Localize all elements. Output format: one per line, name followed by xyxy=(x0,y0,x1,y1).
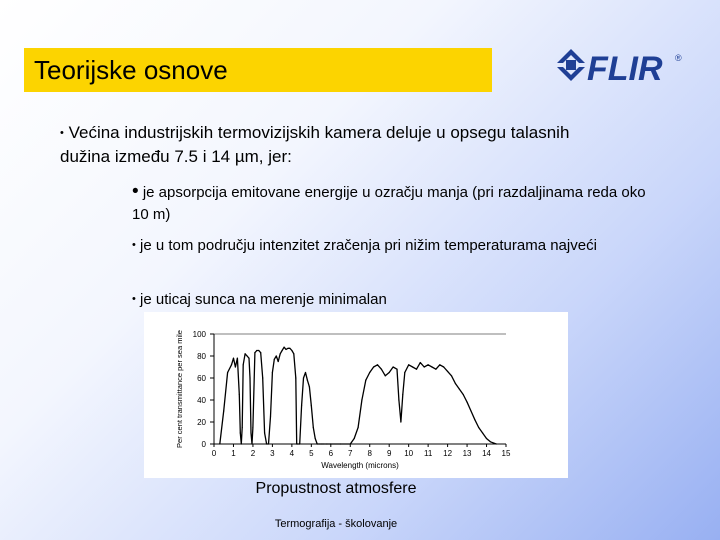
x-tick-label: 5 xyxy=(309,449,314,458)
flir-logo xyxy=(555,47,685,89)
logo-registered-mark: ® xyxy=(675,53,682,63)
bullet-dot: • xyxy=(132,293,136,305)
x-tick-label: 0 xyxy=(211,449,217,458)
transmittance-point xyxy=(278,361,279,362)
sub-bullet-1 xyxy=(132,181,652,226)
transmittance-point xyxy=(260,352,261,353)
transmittance-point xyxy=(478,427,479,428)
transmittance-point xyxy=(219,443,220,444)
transmittance-point xyxy=(326,443,327,444)
transmittance-point xyxy=(282,350,283,351)
y-tick-label: 60 xyxy=(197,374,206,383)
x-tick-label: 13 xyxy=(462,449,472,458)
transmittance-point xyxy=(242,427,243,428)
transmittance-point xyxy=(285,349,286,350)
flir-diamond-icon xyxy=(557,49,585,81)
transmittance-point xyxy=(284,347,285,348)
y-axis-label: Per cent transmittance per sea mile xyxy=(175,330,184,448)
x-tick-label: 10 xyxy=(404,449,414,458)
transmittance-point xyxy=(248,358,249,359)
transmittance-point xyxy=(309,386,310,387)
transmittance-point xyxy=(247,355,248,356)
transmittance-point xyxy=(381,369,382,370)
transmittance-point xyxy=(490,441,491,442)
transmittance-point xyxy=(240,432,241,433)
transmittance-chart xyxy=(144,312,568,478)
x-tick-label: 1 xyxy=(231,449,236,458)
bullet-dot: • xyxy=(60,127,64,139)
transmittance-point xyxy=(291,350,292,351)
transmittance-point xyxy=(264,432,265,433)
transmittance-point xyxy=(389,372,390,373)
transmittance-point xyxy=(268,443,269,444)
transmittance-point xyxy=(404,372,405,373)
x-tick-label: 11 xyxy=(423,449,433,458)
bullet-dot: • xyxy=(132,181,139,202)
transmittance-point xyxy=(496,443,497,444)
transmittance-point xyxy=(377,364,378,365)
transmittance-point xyxy=(459,388,460,389)
slide-title: Teorijske osnove xyxy=(34,55,228,85)
transmittance-point xyxy=(293,353,294,354)
transmittance-point xyxy=(299,443,300,444)
transmittance-point xyxy=(307,380,308,381)
transmittance-point xyxy=(256,350,257,351)
transmittance-point xyxy=(412,366,413,367)
transmittance-point xyxy=(315,438,316,439)
transmittance-point xyxy=(402,394,403,395)
y-tick-label: 40 xyxy=(197,396,206,405)
transmittance-point xyxy=(262,377,263,378)
transmittance-point xyxy=(254,352,255,353)
transmittance-point xyxy=(451,375,452,376)
transmittance-point xyxy=(241,443,242,444)
x-tick-label: 7 xyxy=(348,449,353,458)
transmittance-point xyxy=(354,438,355,439)
transmittance-point xyxy=(311,405,312,406)
main-bullet xyxy=(60,121,620,169)
x-tick-label: 15 xyxy=(501,449,511,458)
transmittance-point xyxy=(280,353,281,354)
transmittance-point xyxy=(227,372,228,373)
x-tick-label: 4 xyxy=(289,449,295,458)
transmittance-point xyxy=(408,364,409,365)
transmittance-point xyxy=(297,443,298,444)
transmittance-point xyxy=(416,369,417,370)
transmittance-point xyxy=(305,372,306,373)
transmittance-point xyxy=(266,443,267,444)
transmittance-point xyxy=(435,369,436,370)
transmittance-point xyxy=(233,358,234,359)
transmittance-point xyxy=(340,443,341,444)
transmittance-point xyxy=(301,405,302,406)
transmittance-point xyxy=(486,438,487,439)
main-bullet-text: Većina industrijskih termovizijskih kamera deluje u opsegu talasnih dužina između 7.5 i 14 µm, jer: xyxy=(60,123,570,166)
transmittance-point xyxy=(398,399,399,400)
x-tick-label: 3 xyxy=(270,449,275,458)
transmittance-point xyxy=(431,366,432,367)
transmittance-point xyxy=(245,353,246,354)
transmittance-line xyxy=(220,347,497,444)
transmittance-point xyxy=(393,366,394,367)
transmittance-point xyxy=(373,366,374,367)
x-tick-label: 9 xyxy=(386,449,392,458)
transmittance-point xyxy=(258,350,259,351)
transmittance-point xyxy=(463,394,464,395)
transmittance-point xyxy=(223,410,224,411)
transmittance-point xyxy=(235,366,236,367)
x-tick-label: 8 xyxy=(367,449,372,458)
transmittance-point xyxy=(443,366,444,367)
transmittance-point xyxy=(289,348,290,349)
y-tick-label: 20 xyxy=(197,418,206,427)
transmittance-point xyxy=(322,443,323,444)
transmittance-point xyxy=(439,364,440,365)
transmittance-point xyxy=(350,443,351,444)
footer-text: Termografija - školovanje xyxy=(274,518,398,530)
chart-caption: Propustnost atmosfere xyxy=(255,480,417,497)
transmittance-point xyxy=(313,427,314,428)
sub-bullet-2 xyxy=(132,234,652,257)
transmittance-point xyxy=(321,443,322,444)
y-tick-label: 100 xyxy=(192,330,206,339)
transmittance-point xyxy=(482,432,483,433)
logo-text: FLIR xyxy=(587,50,663,88)
title-bar xyxy=(24,48,492,92)
transmittance-point xyxy=(470,410,471,411)
x-tick-label: 14 xyxy=(482,449,491,458)
transmittance-point xyxy=(455,383,456,384)
transmittance-point xyxy=(365,380,366,381)
transmittance-point xyxy=(369,372,370,373)
transmittance-point xyxy=(330,443,331,444)
transmittance-point xyxy=(467,402,468,403)
transmittance-point xyxy=(252,427,253,428)
transmittance-point xyxy=(396,369,397,370)
transmittance-point xyxy=(474,419,475,420)
transmittance-point xyxy=(231,364,232,365)
y-tick-label: 0 xyxy=(201,440,206,449)
transmittance-point xyxy=(319,443,320,444)
transmittance-point xyxy=(295,377,296,378)
sub-bullet-3 xyxy=(132,288,652,311)
sub-bullet-text: je apsorpcija emitovane energije u ozračju manja (pri razdaljinama reda oko 10 m) xyxy=(132,184,646,223)
transmittance-point xyxy=(420,362,421,363)
transmittance-point xyxy=(361,399,362,400)
transmittance-point xyxy=(358,427,359,428)
transmittance-point xyxy=(249,377,250,378)
transmittance-point xyxy=(317,443,318,444)
transmittance-point xyxy=(428,364,429,365)
x-tick-label: 2 xyxy=(250,449,256,458)
y-tick-label: 80 xyxy=(197,352,206,361)
sub-bullet-text: je u tom području intenzitet zračenja pri nižim temperaturama najveći xyxy=(140,237,597,254)
bullet-dot: • xyxy=(132,239,136,251)
transmittance-point xyxy=(274,359,275,360)
transmittance-point xyxy=(270,416,271,417)
transmittance-point xyxy=(250,432,251,433)
transmittance-point xyxy=(237,358,238,359)
transmittance-point xyxy=(243,364,244,365)
transmittance-point xyxy=(287,348,288,349)
transmittance-point xyxy=(424,366,425,367)
transmittance-point xyxy=(447,371,448,372)
x-tick-label: 6 xyxy=(328,449,334,458)
transmittance-point xyxy=(239,394,240,395)
chart-svg xyxy=(144,312,568,478)
transmittance-point xyxy=(276,355,277,356)
x-axis-label: Wavelength (microns) xyxy=(321,461,399,470)
transmittance-point xyxy=(251,443,252,444)
transmittance-point xyxy=(400,421,401,422)
transmittance-point xyxy=(272,372,273,373)
sub-bullet-text: je uticaj sunca na merenje minimalan xyxy=(140,291,387,308)
x-tick-label: 12 xyxy=(443,449,453,458)
transmittance-point xyxy=(385,375,386,376)
transmittance-point xyxy=(303,377,304,378)
